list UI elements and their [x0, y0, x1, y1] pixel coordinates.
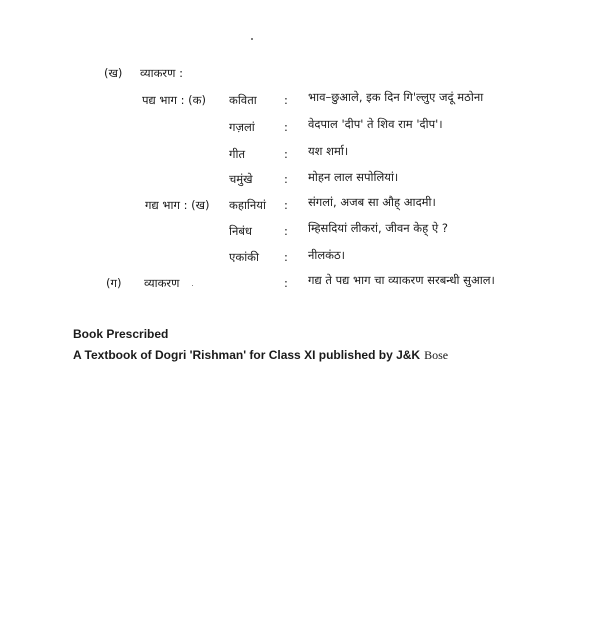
genre-content: मोहन लाल सपोलियां। [308, 170, 399, 184]
genre-label: चमुंखे [229, 172, 253, 186]
genre-content: म्हिसदियां लीकरां, जीवन केह् ऐ ? [308, 221, 448, 235]
colon: : [284, 172, 288, 186]
section-ga-content: गद्य ते पद्य भाग चा व्याकरण सरबन्धी सुआल। [308, 273, 495, 287]
colon: : [284, 224, 288, 238]
colon: : [284, 120, 288, 134]
genre-label: गीत [229, 147, 246, 161]
book-publisher: Bose [424, 348, 449, 362]
section-kha-title: व्याकरण : [140, 66, 183, 80]
book-title-text: A Textbook of Dogri 'Rishman' for Class XI published by J&K [73, 348, 421, 362]
section-ga-title: व्याकरण [144, 276, 180, 290]
genre-content: नीलकंठ। [308, 248, 346, 262]
book-prescribed-line [73, 348, 448, 363]
scan-speck [192, 285, 193, 286]
colon: : [284, 147, 288, 161]
genre-label: गज़लां [229, 120, 255, 134]
book-prescribed-heading: Book Prescribed [73, 327, 169, 341]
scan-speck [251, 38, 253, 40]
genre-content: भाव–छुआले, इक दिन गि'ल्लुए जदूं मठोना [308, 90, 484, 104]
section-ga-marker: (ग) [106, 276, 122, 290]
genre-content: संगलां, अजब सा औह् आदमी। [308, 195, 436, 209]
genre-label: निबंध [229, 224, 252, 238]
colon: : [284, 93, 288, 107]
padya-label: पद्य भाग : (क) [142, 93, 206, 107]
genre-label: कविता [229, 93, 257, 107]
colon: : [284, 276, 288, 290]
genre-content: वेदपाल 'दीप' ते शिव राम 'दीप'। [308, 117, 443, 131]
colon: : [284, 198, 288, 212]
genre-label: एकांकी [229, 250, 259, 264]
gadya-label: गद्य भाग : (ख) [145, 198, 210, 212]
colon: : [284, 250, 288, 264]
section-kha-marker: (ख) [104, 66, 123, 80]
genre-label: कहानियां [229, 198, 266, 212]
genre-content: यश शर्मा। [308, 144, 349, 158]
